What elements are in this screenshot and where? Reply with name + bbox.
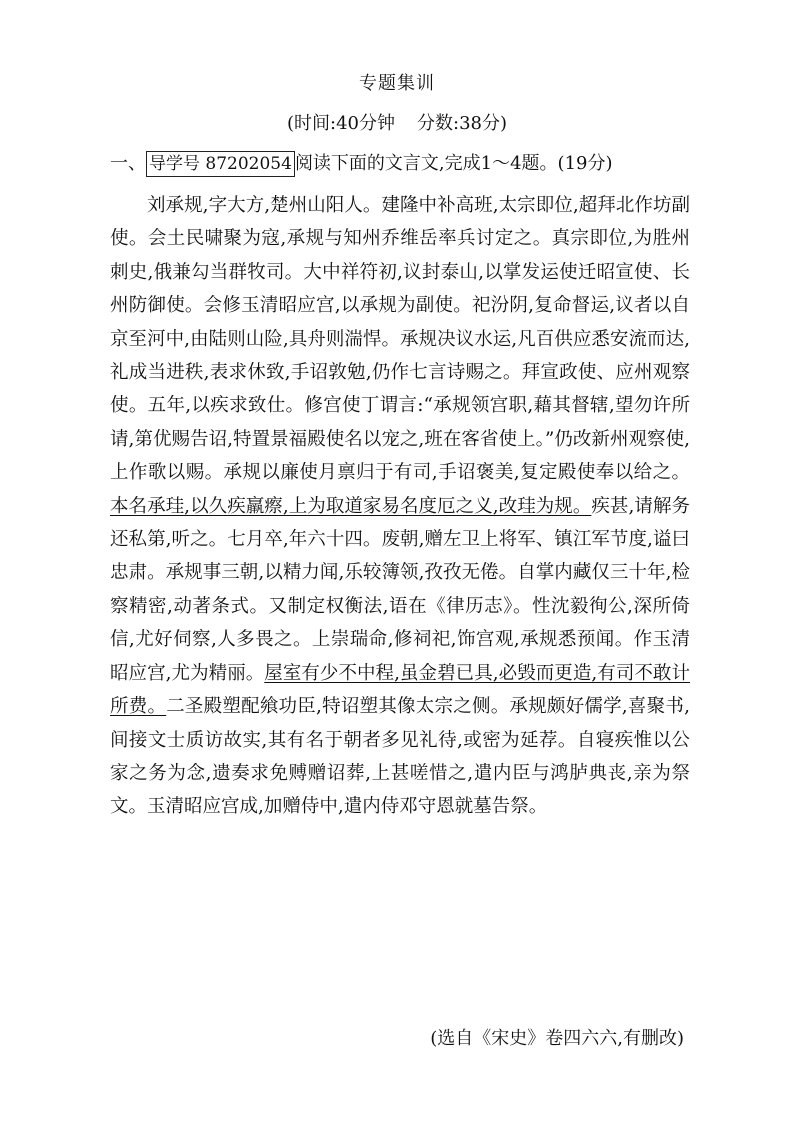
question-instruction: 阅读下面的文言文,完成1～4题。(19分) [294,153,613,174]
passage-text-2: 疾甚,请解务还私第,听之。七月卒,年六十四。废朝,赠左卫上将军、镇江军节度,谥曰忠肃。承规事三朝,以精力闻,乐较簿领,孜孜无倦。自掌内藏仅三十年,检察精密,动著条式。又制定权衡法,语在《律历志》。性沈毅徇公,深所倚信,尤好伺察,人多畏之。上崇瑞命,修祠祀,饰宫观,承规悉预闻。作玉清昭应宫,尤为精丽。 [110,495,690,684]
exam-meta [0,112,794,136]
passage-text-3: 二圣殿塑配飨功臣,特诏塑其像太宗之侧。承规颇好儒学,喜聚书,间接文士质访故实,其有名于朝者多见礼待,或密为延荐。自寝疾惟以公家之务为念,遗奏求免赙赠诏葬,上甚嗟惜之,遣内臣与鸿胪典丧,亲为祭文。玉清昭应宫成,加赠侍中,遣内侍邓守恩就墓告祭。 [110,696,690,818]
classical-chinese-passage [110,189,690,824]
question-heading [110,150,710,178]
guide-number-box: 导学号 87202054 [146,151,295,177]
underlined-sentence-1: 本名承珪,以久疾羸瘵,上为取道家易名度厄之义,改珪为规。 [110,495,592,517]
page-title: 专题集训 [359,73,435,94]
passage-source: (选自《宋史》卷四六六,有删改) [430,1028,684,1049]
underlined-sentence-2: 屋室有少不中程,虽金碧已具,必毁而更造,有司不敢计所费。 [110,662,690,718]
passage-text-1: 刘承规,字大方,楚州山阳人。建隆中补高班,太宗即位,超拜北作坊副使。会土民啸聚为寇,承规与知州乔维岳率兵讨定之。真宗即位,为胜州刺史,俄兼勾当群牧司。大中祥符初,议封泰山,以掌发运使迁昭宣使、长州防御使。会修玉清昭应宫,以承规为副使。祀汾阴,复命督运,议者以自京至河中,由陆则山险,具舟则湍悍。承规决议水运,凡百供应悉安流而达,礼成当进秩,表求休致,手诏敦勉,仍作七言诗赐之。拜宣政使、应州观察使。五年,以疾求致仕。修宫使丁谓言:“承规领宫职,藉其督辖,望勿许所请,第优赐告诏,特置景福殿使名以宠之,班在客省使上。”仍改新州观察使,上作歌以赐。承规以廉使月禀归于有司,手诏褒美,复定殿使奉以给之。 [110,195,690,484]
time-limit: (时间:40分钟 [287,113,395,134]
score-total: 分数:38分) [417,113,507,134]
question-number: 一、 [110,153,146,174]
